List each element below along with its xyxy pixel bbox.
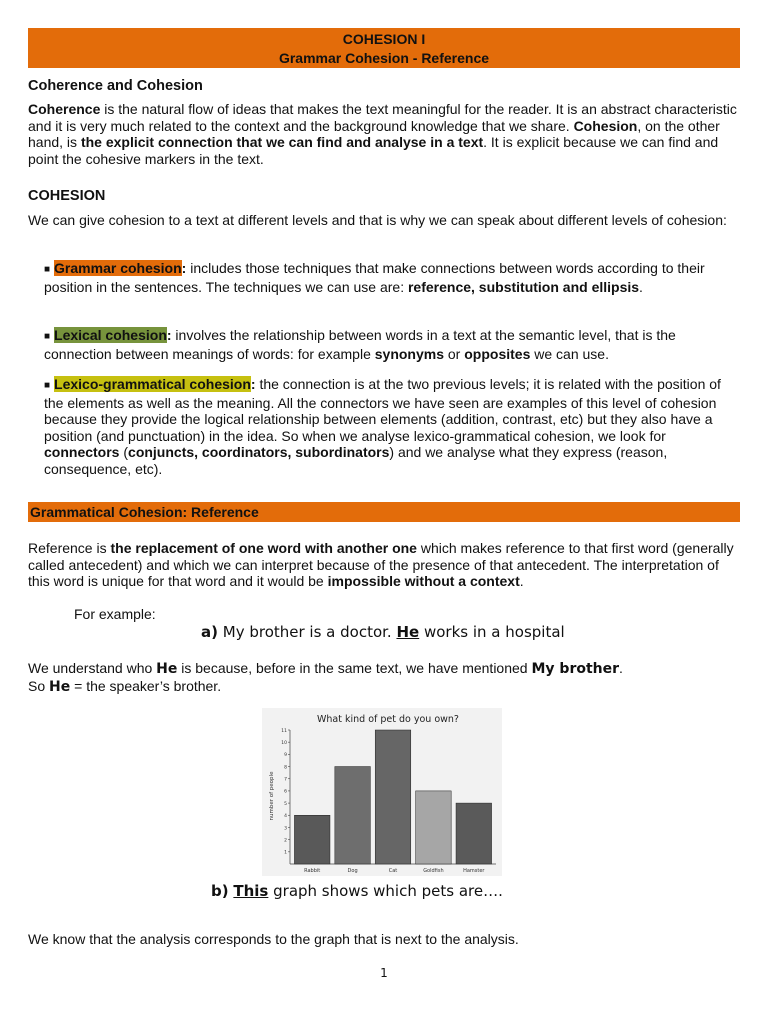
- so-text-b: = the speaker’s brother.: [70, 678, 222, 694]
- chart-y-tick-label: 10: [281, 740, 287, 746]
- chart-y-axis-label: number of people: [269, 771, 275, 821]
- lexical-text-a: involves the relationship between words in a text at the semantic level, that is the connection between meanings of words: for example: [44, 327, 676, 362]
- lexgram-text-b: (: [119, 444, 129, 460]
- understand-brother: My brother: [531, 661, 620, 677]
- chart-x-tick-label: Rabbit: [304, 868, 321, 874]
- bullet-icon: ■: [44, 380, 51, 391]
- cohesion-bold: the explicit connection that we can find and analyse in a text: [80, 134, 484, 150]
- chart-y-tick-label: 6: [284, 789, 287, 795]
- coherence-term: Coherence: [28, 101, 101, 117]
- grammar-cohesion-label: Grammar cohesion: [54, 260, 182, 276]
- document-title: COHESION I: [342, 31, 426, 47]
- chart-y-tick-label: 5: [284, 801, 287, 807]
- reference-text-b: which makes reference to that first word (generally called antecedent) and which we can interpret because of the presence of that antecedent. The interpretation of this word is unique for that word and it would be: [28, 540, 734, 589]
- pet-bar-chart: [262, 708, 502, 876]
- chart-y-tick-label: 2: [284, 838, 287, 844]
- lexgram-text-a: the connection is at the two previous levels; it is related with the position of the elements as well as the meaning. All the connectors we have seen are examples of this level of cohesion because they provide the logical relationship between elements (addition, contrast, etc) but they also have a position (and punctuation) in the idea. So when we analyse lexico-grammatical cohesion, we look for: [44, 376, 721, 444]
- understand-text-c: .: [619, 660, 623, 676]
- coherence-text: is the natural flow of ideas that makes the text meaningful for the reader. It is an abstract characteristic and it is very much related to the context and the background knowledge that we share.: [28, 101, 737, 134]
- chart-x-tick-label: Hamster: [463, 868, 485, 874]
- bullet-grammar: ■ Grammar cohesion: includes those techniques that make connections between words according to their position in the sentences. The techniques we can use are: reference, substitution and ellipsis.: [44, 260, 705, 295]
- grammar-cohesion-text: includes those techniques that make connections between words according to their position in the sentences. The techniques we can use are:: [44, 260, 705, 295]
- cohesion-heading: COHESION: [28, 188, 106, 204]
- chart-bar-dog: [335, 767, 371, 864]
- lexgram-connectors: connectors: [44, 444, 120, 460]
- page-number: 1: [380, 966, 388, 980]
- example-b-reference: This: [233, 882, 269, 900]
- chart-bar-goldfish: [416, 791, 452, 864]
- cohesion-intro: We can give cohesion to a text at different levels and that is why we can speak about different levels of cohesion:: [28, 212, 727, 228]
- understand-he: He: [156, 661, 178, 677]
- document-subtitle: Grammar Cohesion - Reference: [278, 50, 490, 66]
- example-a-label: a): [201, 623, 218, 641]
- chart-y-tick-label: 11: [281, 728, 287, 734]
- bullet-icon: ■: [44, 331, 51, 342]
- so-text-a: So: [28, 678, 50, 694]
- chart-title: What kind of pet do you own?: [317, 714, 459, 725]
- chart-x-tick-label: Cat: [388, 868, 398, 874]
- example-b: [211, 882, 503, 900]
- reference-bold-1: the replacement of one word with another one: [110, 540, 417, 556]
- chart-y-tick-label: 1: [284, 850, 287, 856]
- example-a: [201, 623, 565, 641]
- lexical-opposites: opposites: [464, 345, 531, 362]
- reference-text-c: .: [519, 573, 524, 589]
- chart-y-tick-label: 9: [284, 753, 287, 759]
- lexical-text-b: or: [444, 345, 465, 362]
- cohesion-text-b: . It is explicit because we can find and point the cohesive markers in the text.: [28, 134, 719, 167]
- reference-banner: Grammatical Cohesion: Reference: [28, 502, 740, 522]
- lexico-grammatical-label: Lexico-grammatical cohesion: [54, 376, 251, 392]
- understand-line: [28, 660, 740, 678]
- coherence-paragraph: [28, 101, 740, 167]
- chart-y-tick-label: 7: [284, 777, 287, 783]
- chart-y-tick-label: 3: [284, 826, 287, 832]
- lexical-text-c: we can use.: [530, 345, 609, 362]
- final-sentence: We know that the analysis corresponds to the graph that is next to the analysis.: [28, 931, 519, 947]
- bullet-lexico-grammatical: ■ Lexico-grammatical cohesion: the connection is at the two previous levels; it is related with the position of the elements as well as the meaning. All the connectors we have seen are examples of this level of cohesion because they provide the logical relationship between elements (addition, contrast, etc) but they also have a position (and punctuation) in the idea. So when we analyse lexico-grammatical cohesion, we look for connectors (conjuncts, coordinators, subordinators) and we analyse what they express (reason, consequence, etc).: [44, 376, 721, 477]
- lexical-synonyms: synonyms: [374, 345, 444, 362]
- lexgram-types: conjuncts, coordinators, subordinators: [128, 444, 390, 460]
- understand-text-a: We understand who: [28, 660, 157, 676]
- bullet-icon: ■: [44, 264, 51, 275]
- cohesion-term: Cohesion: [573, 117, 638, 134]
- so-he: He: [49, 679, 71, 695]
- reference-paragraph: [28, 540, 740, 590]
- example-a-text-2: works in a hospital: [419, 623, 565, 641]
- chart-svg: [262, 708, 502, 876]
- intro-heading: Coherence and Cohesion: [28, 78, 203, 94]
- chart-y-tick-label: 8: [284, 765, 287, 771]
- reference-text-a: Reference is: [28, 540, 111, 556]
- chart-x-tick-label: Goldfish: [423, 868, 444, 874]
- example-b-label: b): [211, 882, 229, 900]
- chart-bar-cat: [375, 730, 411, 864]
- chart-bar-hamster: [456, 803, 492, 864]
- title-banner: [28, 28, 740, 68]
- understand-text-b: is because, before in the same text, we have mentioned: [177, 660, 532, 676]
- reference-bold-2: impossible without a context: [327, 573, 520, 589]
- chart-x-tick-label: Dog: [347, 868, 358, 874]
- grammar-cohesion-bold: reference, substitution and ellipsis: [407, 278, 640, 295]
- example-a-text-1: My brother is a doctor.: [217, 623, 397, 641]
- so-line: [28, 678, 740, 696]
- bullet-lexical: ■ Lexical cohesion: involves the relationship between words in a text at the semantic level, that is the connection between meanings of words: for example synonyms or opposites we can use.: [44, 327, 676, 362]
- example-a-reference: He: [396, 623, 420, 641]
- example-b-text: graph shows which pets are….: [268, 882, 503, 900]
- for-example-label: For example:: [74, 606, 156, 622]
- lexical-cohesion-label: Lexical cohesion: [54, 327, 167, 343]
- chart-bar-rabbit: [294, 815, 330, 864]
- cohesion-text-a: , on the other hand, is: [28, 117, 720, 150]
- chart-y-tick-label: 4: [284, 814, 287, 820]
- lexgram-text-c: ) and we analyse what they express (reason, consequence, etc).: [44, 444, 668, 477]
